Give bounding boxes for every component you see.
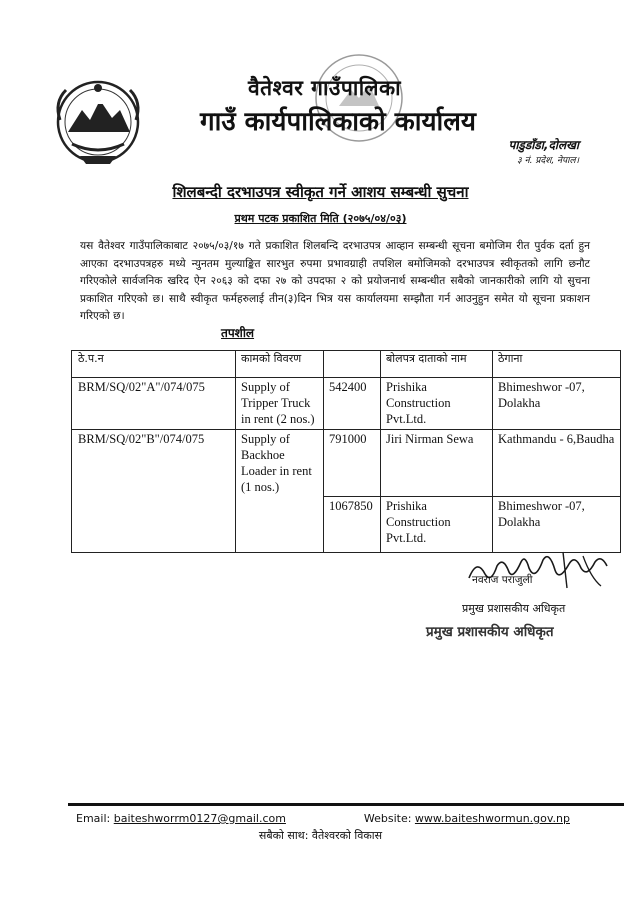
- footer-website: [364, 812, 570, 825]
- cell-contract-no: BRM/SQ/02"A"/074/075: [72, 378, 236, 430]
- cell-address: Bhimeshwor -07, Dolakha: [493, 378, 621, 430]
- email-label: Email:: [76, 812, 111, 825]
- cell-work-description: Supply of Tripper Truck in rent (2 nos.): [236, 378, 324, 430]
- footer-email: [76, 812, 286, 825]
- table-header-row: [72, 351, 621, 378]
- cell-bidder-name: Prishika Construction Pvt.Ltd.: [381, 496, 493, 552]
- details-heading: तपशील: [221, 326, 255, 340]
- notice-body: यस वैतेश्वर गाउँपालिकाबाट २०७५/०३/१७ गते प्रकाशित शिलबन्दि दरभाउपत्र आव्हान सम्बन्धी सूचना बमोजिम रीत पुर्वक दर्ता हुन आएका दरभाउपत्रहरु मध्ये न्युनतम मुल्याङ्कित सारभुत रुपमा प्रभावग्राही तपशिल बमोजिमको दरभाउपत्र स्वीकृतको लागि छनौट गरिएकोले सार्वजनिक खरिद ऐन २०६३ को दफा २७ को उपदफा २ को प्रयोजनार्थ सम्बन्धीत सबैको जानकारीको लागि यो सुचना प्रकाशित गरिएको छ। साथै स्वीकृत फर्महरुलाई तीन(३)दिन भित्र यस कार्यालयमा सम्झौता गर्न आउनुहुन समेत यो सूचना प्रकाशन गरिएको छ।: [80, 240, 590, 322]
- address-line-1: पाडुडाँडा,दोलखा: [508, 138, 579, 152]
- office-name: गाउँ कार्यपालिकाको कार्यालय: [200, 107, 476, 137]
- notice-title: शिलबन्दी दरभाउपत्र स्वीकृत गर्ने आशय सम्बन्धी सुचना: [172, 183, 469, 201]
- website-label: Website:: [363, 812, 412, 825]
- col-header-bidder-name: बोलपत्र दाताको नाम: [381, 351, 493, 378]
- col-header-work-description: कामको विवरण: [236, 351, 324, 378]
- table-row: [72, 430, 621, 497]
- cell-address: Bhimeshwor -07, Dolakha: [493, 496, 621, 552]
- nepal-emblem-logo: [50, 72, 146, 168]
- footer-divider: [68, 803, 624, 806]
- bid-table: [71, 350, 621, 553]
- table-row: [72, 496, 621, 552]
- cell-contract-no: BRM/SQ/02"B"/074/075: [72, 430, 236, 497]
- footer-slogan: सबैको साथ: वैतेश्वरको विकास: [258, 829, 383, 842]
- signer-title: प्रमुख प्रशासकीय अधिकृत: [462, 602, 566, 615]
- email-link[interactable]: baiteshworrm0127@gmail.com: [113, 812, 286, 825]
- table-row: [72, 378, 621, 430]
- org-name: वैतेश्वर गाउँपालिका: [248, 76, 402, 100]
- signer-title-stamp: प्रमुख प्रशासकीय अधिकृत: [426, 624, 554, 640]
- col-header-address: ठेगाना: [493, 351, 621, 378]
- website-link[interactable]: www.baiteshwormun.gov.np: [414, 812, 570, 825]
- cell-work-description: [236, 496, 324, 552]
- cell-amount: 542400: [324, 378, 381, 430]
- cell-address: Kathmandu - 6,Baudha: [493, 430, 621, 497]
- col-header-contract-no: ठे.प.न: [72, 351, 236, 378]
- cell-contract-no: [72, 496, 236, 552]
- col-header-amount: [324, 351, 381, 378]
- signer-name: नवराज पराजुली: [472, 574, 533, 586]
- cell-amount: 1067850: [324, 496, 381, 552]
- cell-bidder-name: Prishika Construction Pvt.Ltd.: [381, 378, 493, 430]
- cell-amount: 791000: [324, 430, 381, 497]
- publication-date: प्रथम पटक प्रकाशित मिति (२०७५/०४/०३): [234, 212, 407, 225]
- cell-bidder-name: Jiri Nirman Sewa: [381, 430, 493, 497]
- address-line-2: ३ नं. प्रदेश, नेपाल।: [517, 156, 579, 166]
- cell-work-description: Supply of Backhoe Loader in rent (1 nos.): [236, 430, 324, 497]
